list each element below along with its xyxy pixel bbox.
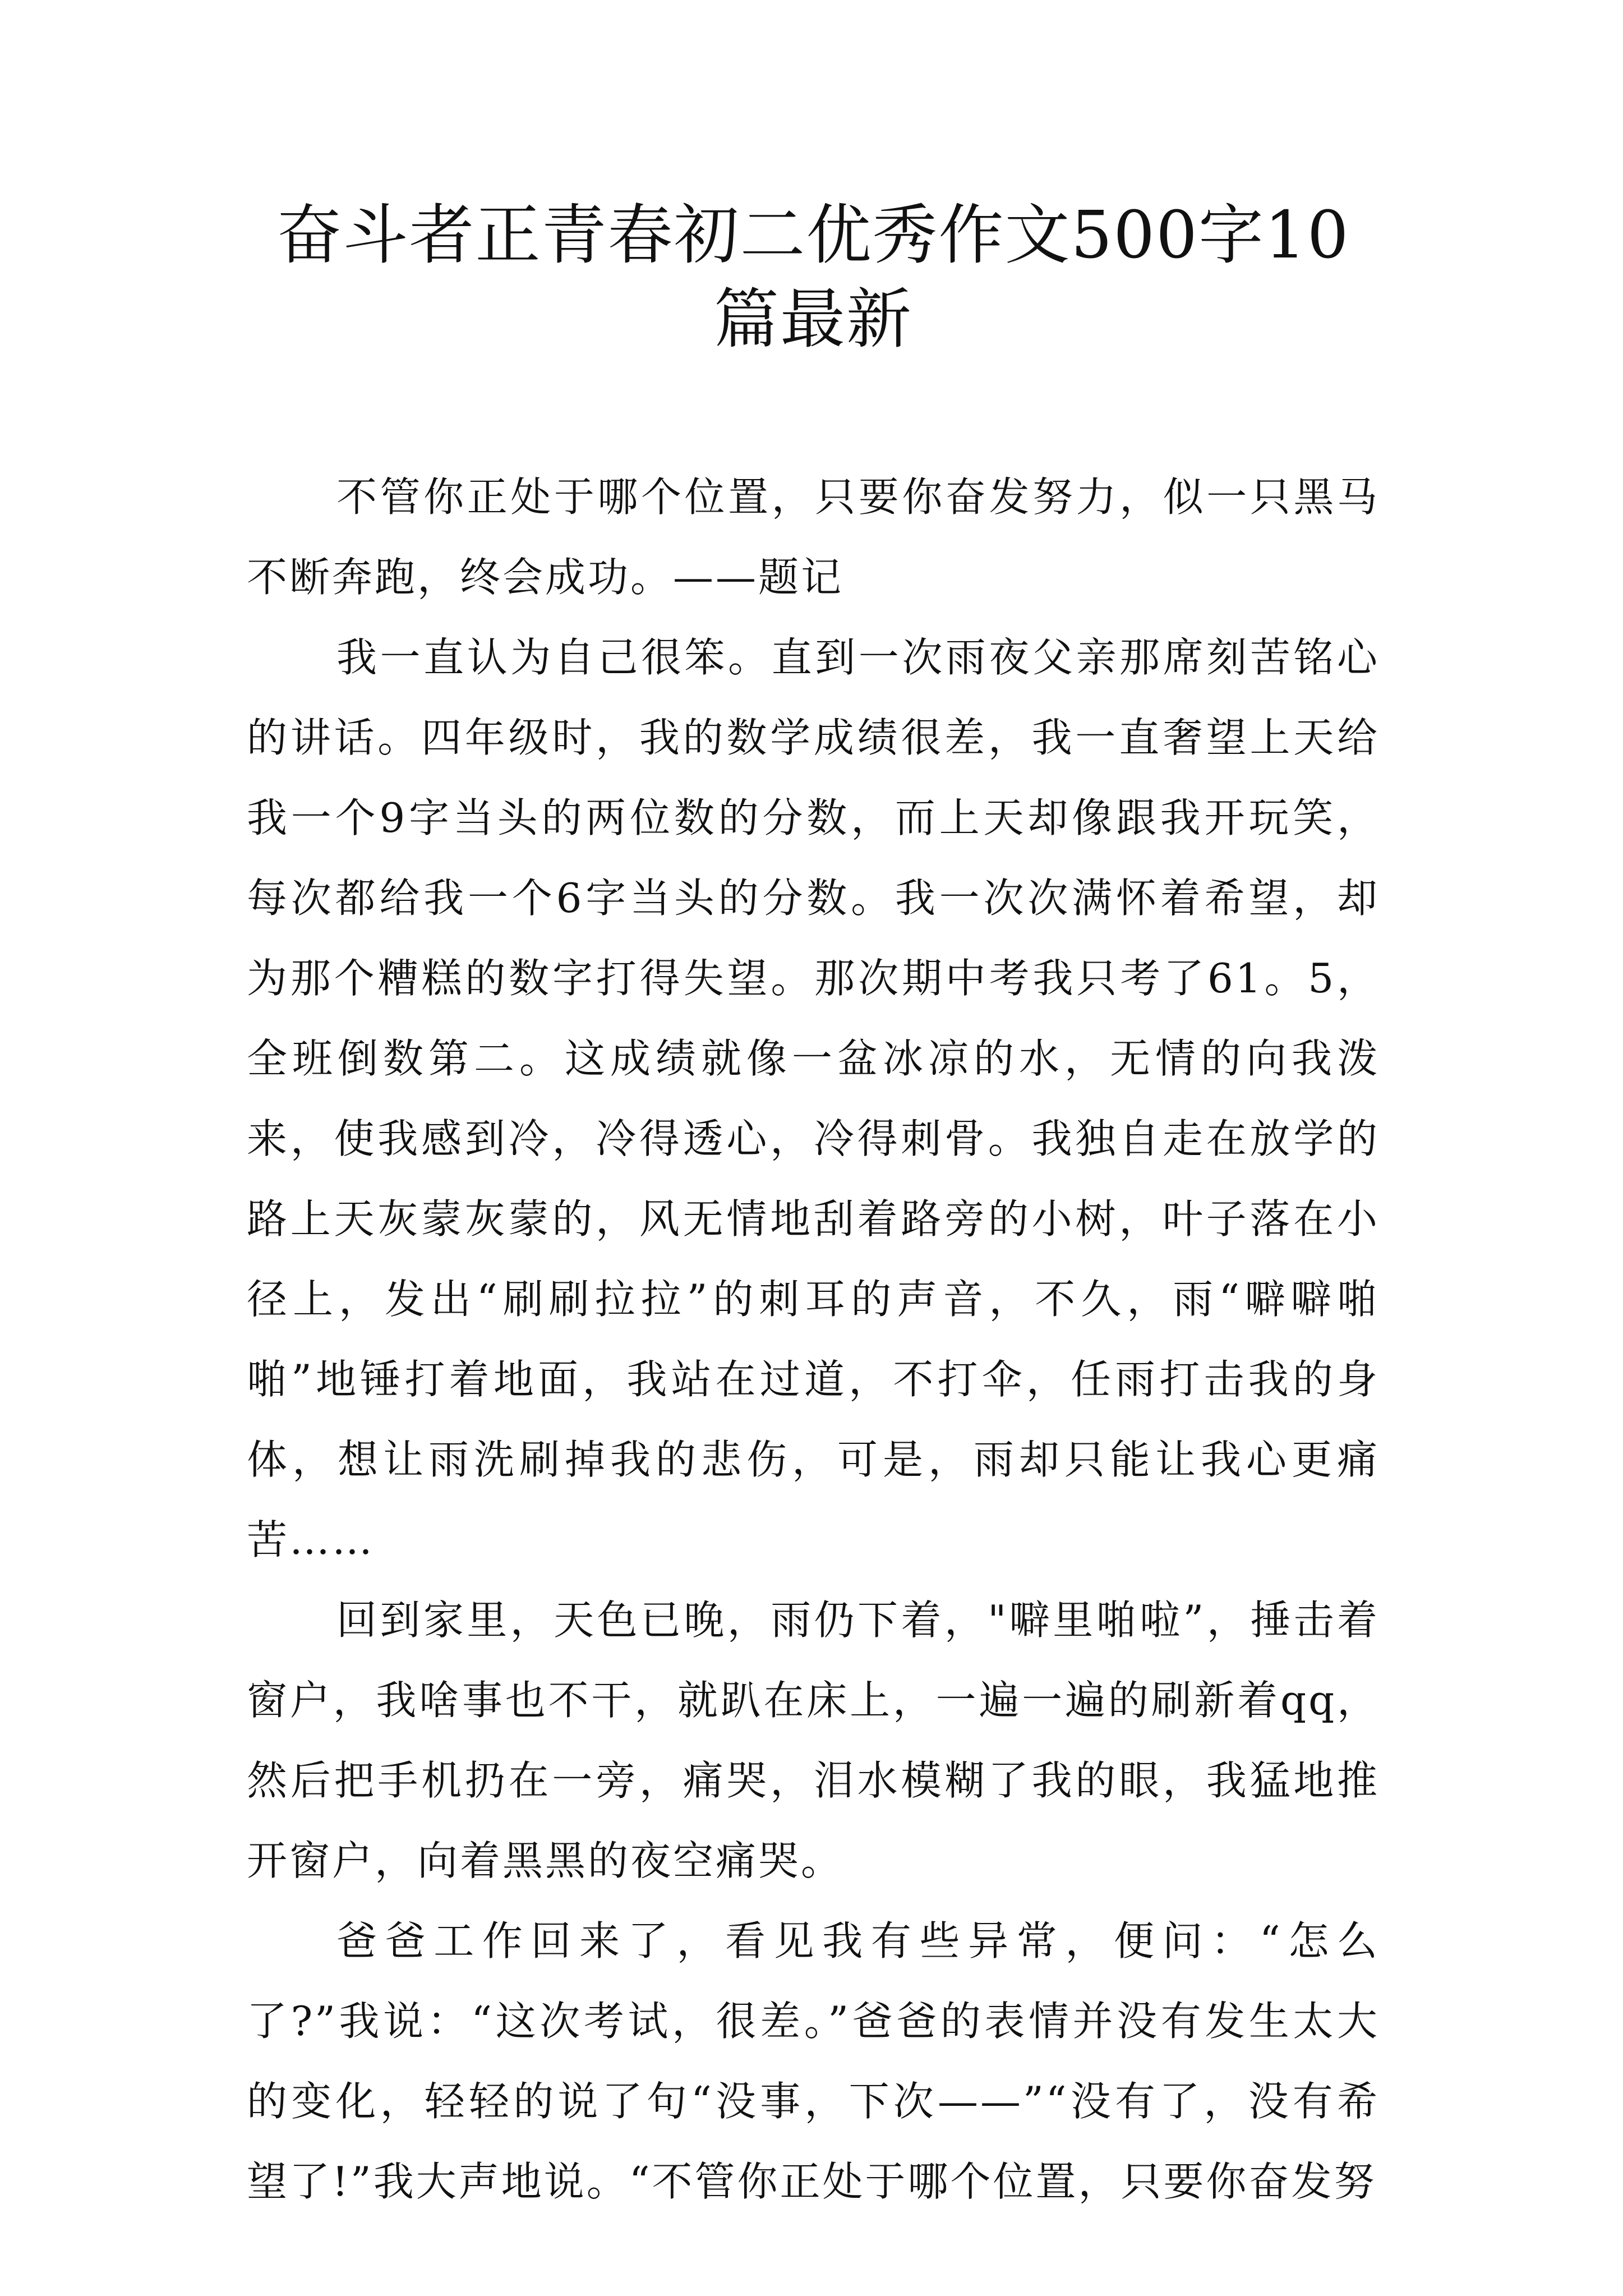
document-body — [247, 457, 1380, 2222]
document-title: 奋斗者正青春初二优秀作文500字10篇最新 — [276, 197, 1350, 357]
paragraph-rainy-night: 我一直认为自己很笨。直到一次雨夜父亲那席刻苦铭心的讲话。四年级时，我的数学成绩很差，我一直奢望上天给我一个9字当头的两位数的分数，而上天却像跟我开玩笑，每次都给我一个6字当头的分数。我一次次满怀着希望，却为那个糟糕的数字打得失望。那次期中考我只考了61。5，全班倒数第二。这成绩就像一盆冰凉的水，无情的向我泼来，使我感到冷，冷得透心，冷得刺骨。我独自走在放学的路上天灰蒙灰蒙的，风无情地刮着路旁的小树，叶子落在小径上，发出“刷刷拉拉”的刺耳的声音，不久，雨“噼噼啪啪”地锤打着地面，我站在过道，不打伞，任雨打击我的身体，想让雨洗刷掉我的悲伤，可是，雨却只能让我心更痛苦…… — [247, 634, 1380, 1563]
paragraph-epigraph: 不管你正处于哪个位置，只要你奋发努力，似一只黑马不断奔跑，终会成功。——题记 — [247, 473, 1380, 601]
paragraph-father: 爸爸工作回来了，看见我有些异常，便问：“怎么了?”我说：“这次考试，很差。”爸爸的表情并没有发生太大的变化，轻轻的说了句“没事，下次——”“没有了，没有希望了!”我大声地说。“不管你正处于哪个位置，只要你奋发努 — [247, 1917, 1380, 2205]
paragraph-home: 回到家里，天色已晚，雨仍下着，"噼里啪啦”，捶击着窗户，我啥事也不干，就趴在床上，一遍一遍的刷新着qq，然后把手机扔在一旁，痛哭，泪水模糊了我的眼，我猛地推开窗户，向着黑黑的夜空痛哭。 — [247, 1596, 1380, 1884]
